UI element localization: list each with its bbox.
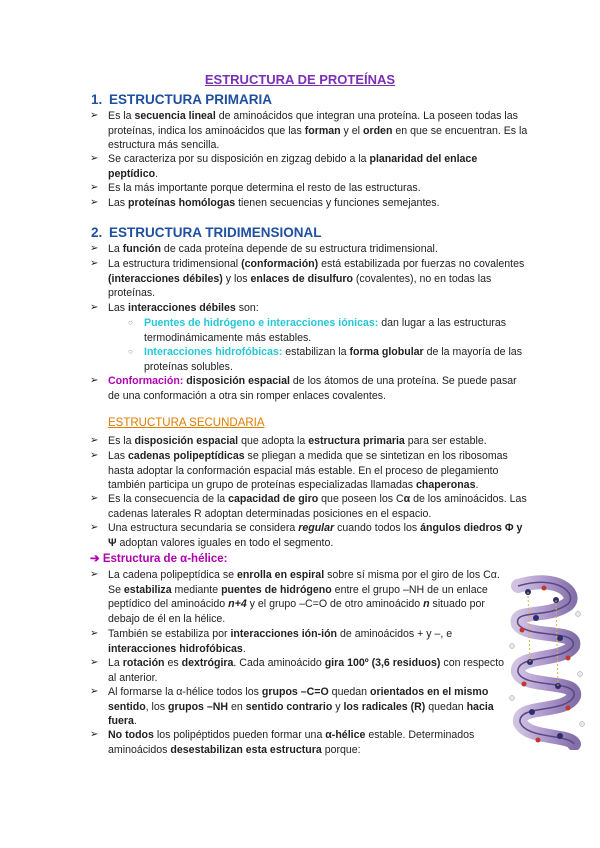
text-run: orden: [362, 124, 393, 137]
text-run: Interacciones hidrofóbicas:: [144, 346, 283, 358]
text-run: de aminoácidos que integran una proteína. La poseen todas las proteínas, indica los aminoácidos que las: [108, 110, 518, 137]
sub-list-item: [128, 316, 528, 345]
list-item: [90, 257, 530, 301]
list-item: [90, 656, 508, 685]
list-item: [90, 728, 508, 757]
item-text: [108, 109, 530, 153]
bullet-icon: ○: [128, 318, 133, 327]
item-text: [108, 181, 530, 196]
list-item: [90, 109, 530, 153]
heading-alpha-helice: ➔ Estructura de α-hélice:: [90, 553, 228, 565]
text-run: interacciones débiles: [128, 302, 236, 314]
list-item: [90, 152, 530, 181]
text-run: planaridad del enlace peptídico: [108, 153, 478, 180]
item-text: [108, 568, 508, 626]
heading-number: 1.: [91, 92, 103, 107]
heading-text: ESTRUCTURA TRIDIMENSIONAL: [109, 225, 322, 240]
text-run: Es la más importante porque determina el resto de las estructuras.: [108, 182, 421, 194]
text-run: cuando todos los: [334, 522, 421, 534]
text-run: n+4: [228, 598, 247, 611]
text-run: para ser estable.: [404, 435, 487, 447]
text-run: en que se encuentran. Es la estructura más sencilla.: [108, 124, 528, 152]
text-run: α-hélice: [325, 729, 366, 741]
item-text: [108, 301, 530, 316]
bullet-icon: ➢: [90, 686, 99, 697]
item-text: [144, 345, 528, 374]
list-item: [90, 434, 530, 449]
text-run: La cadena polipeptídica se: [108, 569, 237, 581]
item-text: [108, 374, 530, 403]
bullet-icon: ○: [128, 347, 133, 356]
bullet-icon: ➢: [90, 302, 99, 313]
bullet-icon: ➢: [90, 493, 99, 504]
text-run: n: [423, 598, 430, 611]
text-run: dan lugar a las estructuras termodinámicamente más estables.: [144, 317, 507, 344]
heading-estructura-tridimensional: [91, 225, 322, 240]
text-run: interacciones ión-ión: [230, 628, 338, 640]
bullet-icon: ➢: [90, 197, 99, 208]
text-run: de los átomos de una proteína. Se puede pasar de una conformación a otra sin romper enlaces covalentes.: [108, 375, 517, 402]
list-item: [90, 627, 508, 656]
text-run: enlaces de disulfuro: [250, 272, 353, 285]
item-text: [108, 434, 530, 449]
text-run: proteínas homólogas: [128, 197, 236, 209]
text-run: función: [122, 243, 161, 255]
bullet-icon: ➢: [90, 243, 99, 254]
text-run: forma globular: [349, 346, 424, 358]
item-text: [108, 521, 530, 550]
text-run: de la mayoría de las proteínas solubles.: [144, 346, 522, 373]
text-run: entre el grupo –NH de un enlace peptídico del aminoácido: [108, 583, 488, 611]
text-run: con respecto al anterior.: [108, 657, 505, 684]
text-run: sobre sí misma por el giro de los Cα. Se: [108, 569, 500, 596]
item-text: [108, 449, 530, 493]
text-run: orientados en el mismo sentido: [108, 686, 489, 713]
text-run: y: [332, 700, 344, 713]
text-run: .: [155, 167, 159, 180]
text-run: los radicales (R): [343, 700, 426, 713]
text-run: y los: [222, 272, 251, 285]
text-run: Al formarse la α-hélice todos los: [108, 686, 262, 698]
bullet-icon: ➢: [90, 628, 99, 639]
text-run: enrolla en espiral: [237, 569, 325, 581]
text-run: los polipéptidos pueden formar una: [153, 729, 326, 741]
text-run: de aminoácidos + y –, e: [337, 628, 453, 640]
text-run: Una estructura secundaria se considera: [108, 522, 299, 534]
text-run: regular: [298, 522, 335, 534]
text-run: Las: [108, 302, 129, 314]
item-text: [108, 492, 530, 521]
heading-estructura-secundaria: ESTRUCTURA SECUNDARIA: [108, 417, 265, 429]
text-run: . Cada aminoácido: [233, 657, 325, 669]
item-text: [108, 656, 508, 685]
text-run: .: [242, 642, 246, 655]
bullet-icon: ➢: [90, 258, 99, 269]
list-item: [90, 242, 530, 257]
item-text: [108, 257, 530, 301]
text-run: en: [228, 700, 246, 713]
heading-number: 2.: [91, 225, 103, 240]
text-run: que poseen los C: [318, 493, 404, 505]
text-run: α: [403, 493, 411, 505]
text-run: y el: [340, 124, 363, 137]
text-run: Es la: [108, 110, 135, 122]
text-run: (interacciones débiles): [108, 272, 223, 285]
list-item: [90, 685, 508, 729]
text-run: puentes de hidrógeno: [221, 583, 332, 596]
text-run: Conformación:: [108, 375, 184, 387]
item-text: [144, 316, 528, 345]
list-item: [90, 492, 530, 521]
bullet-icon: ➢: [90, 657, 99, 668]
alpha-helix-illustration: [508, 574, 586, 750]
text-run: forman: [304, 124, 341, 137]
text-run: ángulos diedros Φ y Ψ: [108, 522, 523, 549]
text-run: quedan: [425, 700, 467, 713]
list-item: [90, 196, 530, 211]
text-run: grupos –NH: [168, 700, 229, 713]
text-run: No todos: [108, 729, 154, 741]
text-run: estabilizan la: [282, 346, 350, 358]
text-run: sentido contrario: [245, 700, 333, 713]
bullet-icon: ➢: [90, 522, 99, 533]
bullet-icon: ➢: [90, 435, 99, 446]
text-run: está estabilizada por fuerzas no covalentes: [318, 258, 525, 270]
text-run: estabiliza: [123, 583, 172, 596]
bullet-icon: ➢: [90, 450, 99, 461]
text-run: interacciones hidrofóbicas: [108, 642, 243, 655]
text-run: Es la consecuencia de la: [108, 493, 229, 505]
text-run: Se caracteriza por su disposición en zigzag debido a la: [108, 153, 370, 165]
text-run: secuencia lineal: [134, 110, 216, 122]
text-run: quedan: [328, 686, 370, 698]
text-run: mediante: [171, 583, 222, 596]
bullet-icon: ➢: [90, 375, 99, 386]
text-run: La estructura tridimensional: [108, 258, 242, 270]
text-run: adoptan valores iguales en todo el segmento.: [116, 536, 334, 549]
list-item: [90, 181, 530, 196]
text-run: estructura primaria: [308, 435, 405, 447]
item-text: [108, 685, 508, 729]
text-run: se pliegan a medida que se sintetizan en los ribosomas hasta adoptar la conformación espacial más estable. En el proceso de plegamiento también participa un grupo de proteínas especializadas llamadas: [108, 450, 508, 492]
text-run: Las: [108, 197, 129, 209]
text-run: Las: [108, 450, 129, 462]
item-text: [108, 728, 508, 757]
text-run: (conformación): [241, 258, 319, 270]
text-run: .: [475, 479, 479, 492]
text-run: Es la: [108, 435, 135, 447]
text-run: gira 100º (3,6 residuos): [324, 657, 441, 669]
text-run: son:: [235, 302, 259, 314]
text-run: disposición espacial: [134, 435, 239, 447]
bullet-icon: ➢: [90, 182, 99, 193]
text-run: hacia fuera: [108, 700, 494, 728]
list-item: [90, 521, 530, 550]
page-title: ESTRUCTURA DE PROTEÍNAS: [204, 72, 396, 87]
text-run: La: [108, 243, 123, 255]
text-run: disposición espacial: [186, 375, 290, 387]
bullet-icon: ➢: [90, 729, 99, 740]
bullet-icon: ➢: [90, 153, 99, 164]
text-run: que adopta la: [238, 435, 309, 447]
text-run: situado por debajo de él en la hélice.: [108, 598, 485, 625]
text-run: Puentes de hidrógeno e interacciones iónicas:: [144, 317, 379, 329]
bullet-icon: ➢: [90, 569, 99, 580]
text-run: .: [133, 715, 137, 728]
text-run: y el grupo –C=O de otro aminoácido: [246, 598, 424, 611]
item-text: [108, 152, 530, 181]
text-run: rotación: [122, 657, 165, 669]
heading-text: ESTRUCTURA PRIMARIA: [109, 92, 272, 107]
item-text: [108, 627, 508, 656]
bullet-icon: ➢: [90, 110, 99, 121]
item-text: [108, 242, 530, 257]
text-run: tienen secuencias y funciones semejantes.: [235, 197, 440, 209]
text-run: grupos –C=O: [261, 686, 329, 698]
text-run: estable. Determinados aminoácidos: [108, 729, 475, 756]
text-run: dextrógira: [181, 657, 234, 669]
text-run: desestabilizan esta estructura: [170, 743, 322, 756]
list-item: [90, 568, 508, 626]
heading-estructura-primaria: [91, 92, 272, 107]
text-run: es: [164, 657, 182, 669]
text-run: chaperonas: [416, 479, 476, 492]
list-item: [90, 301, 530, 316]
text-run: , los: [145, 700, 169, 713]
sub-list-item: [128, 345, 528, 374]
text-run: de los aminoácidos. Las cadenas laterales R adoptan determinadas posiciones en el espacio.: [108, 493, 527, 520]
text-run: porque:: [321, 743, 361, 756]
text-run: de cada proteína depende de su estructura tridimensional.: [160, 243, 438, 255]
text-run: (covalentes), no en todas las proteínas.: [108, 272, 492, 300]
text-run: La: [108, 657, 123, 669]
text-run: También se estabiliza por: [108, 628, 231, 640]
list-item: [90, 449, 530, 493]
text-run: capacidad de giro: [228, 493, 319, 505]
text-run: cadenas polipeptídicas: [128, 450, 245, 462]
conformacion-item: [90, 374, 530, 403]
item-text: [108, 196, 530, 211]
